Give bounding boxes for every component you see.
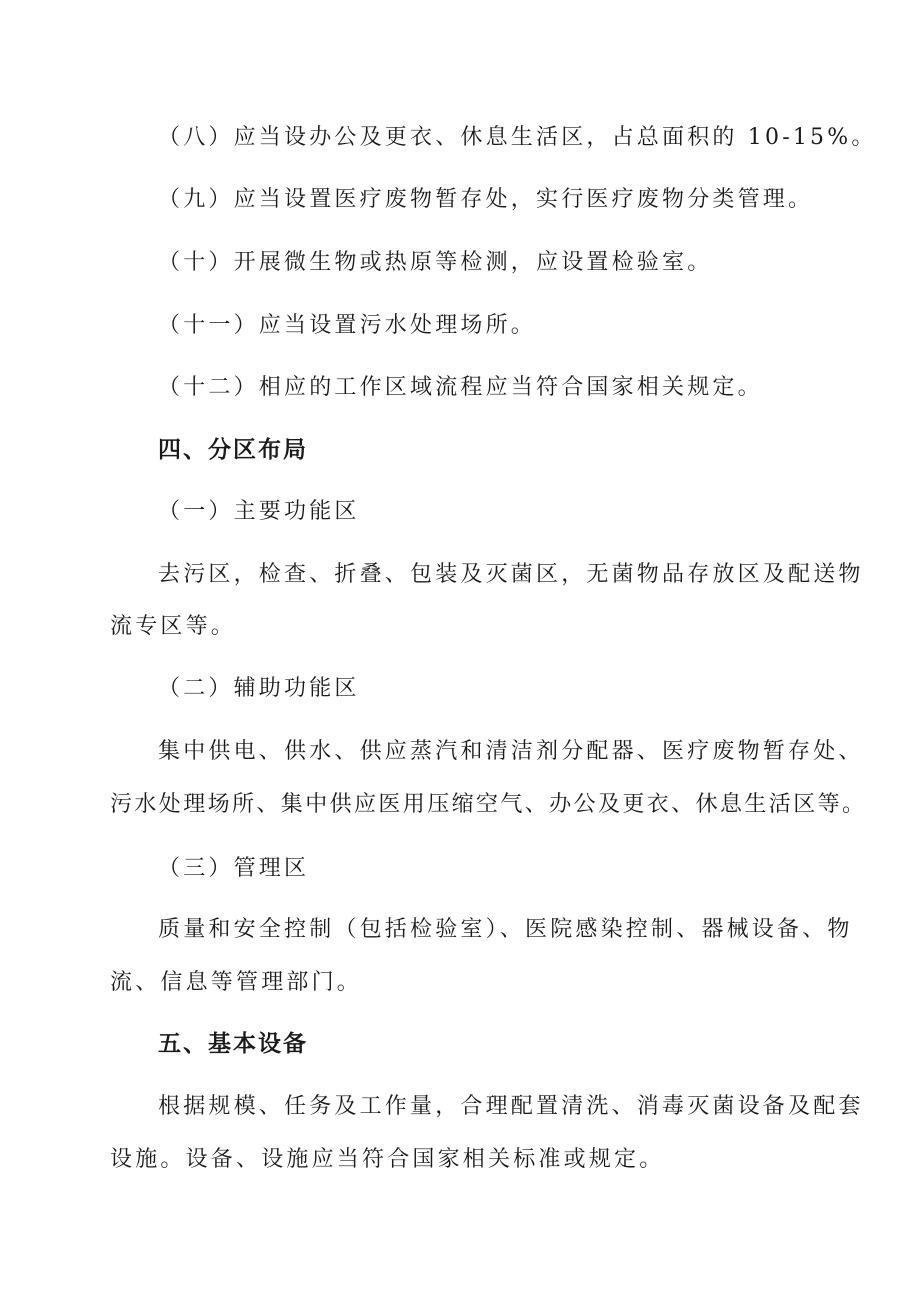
- requirement-8: （八）应当设办公及更衣、休息生活区，占总面积的 10-15%。: [158, 125, 877, 150]
- section-heading-equipment: 五、基本设备: [158, 1031, 308, 1057]
- paragraph-line: 根据规模、任务及工作量，合理配置清洗、消毒灭菌设备及配套: [158, 1094, 864, 1119]
- requirement-9: （九）应当设置医疗废物暂存处，实行医疗废物分类管理。: [158, 187, 814, 212]
- paragraph-line: 质量和安全控制（包括检验室）、医院感染控制、器械设备、物: [158, 917, 853, 942]
- section-heading-zoning: 四、分区布局: [158, 437, 308, 463]
- paragraph-line: 流专区等。: [110, 614, 237, 639]
- requirement-10: （十）开展微生物或热原等检测，应设置检验室。: [158, 250, 713, 275]
- paragraph-line: 去污区，检查、折叠、包装及灭菌区，无菌物品存放区及配送物: [158, 562, 864, 587]
- subsection-title-main-area: （一）主要功能区: [158, 499, 360, 524]
- subsection-title-auxiliary-area: （二）辅助功能区: [158, 676, 360, 701]
- paragraph-line: 污水处理场所、集中供应医用压缩空气、办公及更衣、休息生活区等。: [110, 792, 867, 817]
- requirement-11: （十一）应当设置污水处理场所。: [158, 313, 537, 338]
- subsection-title-management-area: （三）管理区: [158, 856, 310, 881]
- paragraph-line: 集中供电、供水、供应蒸汽和清洁剂分配器、医疗废物暂存处、: [158, 739, 864, 764]
- paragraph-line: 设施。设备、设施应当符合国家相关标准或规定。: [110, 1147, 665, 1172]
- paragraph-line: 流、信息等管理部门。: [110, 970, 363, 995]
- requirement-12: （十二）相应的工作区域流程应当符合国家相关规定。: [158, 375, 763, 400]
